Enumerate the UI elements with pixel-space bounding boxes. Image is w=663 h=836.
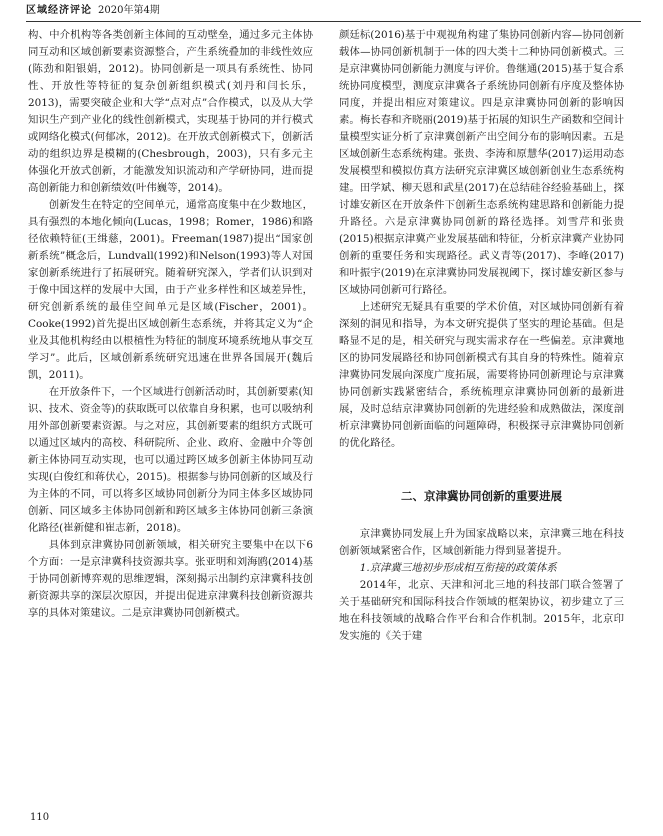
paragraph: 颜廷标(2016)基于中观视角构建了集协同创新内容—协同创新载体—协同创新机制于一体的四大类十二种协同创新模式。三是京津冀协同创新能力测度与评价。鲁继通(2015)基于复合系统协同度模型，测度京津冀各子系统协同创新有序度及整体协同度，并提出相应对策建议。四是京津冀协同创新的影响因素。梅长春和齐晓丽(2019)基于拓展的知识生产函数和空间计量模型实证分析了京津冀创新产出空间分布的影响因素。五是区域创新生态系统构建。张贵、李涛和原慧华(2017)运用动态发展模型和模拟仿真方法研究京津冀区域创新创业生态系统构建。田学斌、柳天恩和武星(2017)在总结硅谷经验基础上，探讨雄安新区在开放条件下创新生态系统构建思路和创新能力提升路径。六是京津冀协同创新的路径选择。刘雪芹和张贵(2015)根据京津冀产业发展基础和特征，分析京津冀产业协同创新的重要任务和实现路径。武义青等(2017)、李峰(2017)和叶振宇(2019)在京津冀协同发展视阈下，探讨雄安新区参与区域协同创新可行路径。 (339, 29, 624, 296)
page-number: 110 (30, 812, 50, 823)
right-column (339, 27, 624, 645)
header-rule (26, 21, 641, 22)
paragraph: 在开放条件下，一个区域进行创新活动时，其创新要素(知识、技术、资金等)的获取既可以依靠自身积累，也可以吸纳利用外部创新要素资源。与之对应，其创新要素的组织方式既可以通过区域内的高校、科研院所、企业、政府、金融中介等创新主体协同互动实现，也可以通过跨区域多创新主体协同互动实现(白俊红和蒋伏心，2015)。根据参与协同创新的区域及行为主体的不同，可以将多区域协同创新分为同主体多区域协同创新、同区域多主体协同创新和跨区域多主体协同创新三条演化路径(崔新健和崔志新，2018)。 (28, 386, 313, 534)
left-column (28, 27, 313, 622)
section-title: 二、京津冀协同创新的重要进展 (401, 489, 562, 503)
paragraph: 具体到京津冀协同创新领域，相关研究主要集中在以下6个方面：一是京津冀科技资源共享。张亚明和刘海鸥(2014)基于协同创新博弈观的思维逻辑，深刻揭示出制约京津冀科技创新资源共享的深层次原因，并提出促进京津冀科技创新资源共享的具体对策建议。二是京津冀协同创新模式。 (28, 539, 313, 619)
paragraph: 2014年，北京、天津和河北三地的科技部门联合签署了关于基础研究和国际科技合作领域的框架协议，初步建立了三地在科技领域的战略合作平台和合作机制。2015年，北京印发实施的《关于建 (339, 579, 624, 642)
subsection-title: 1.京津冀三地初步形成相互衔接的政策体系 (359, 562, 557, 574)
journal-name: 区域经济评论 (26, 5, 92, 16)
section-intro: 京津冀协同发展上升为国家战略以来，京津冀三地在科技创新领域紧密合作，区域创新能力得到显著提升。 (339, 528, 624, 557)
paragraph: 上述研究无疑具有重要的学术价值，对区域协同创新有着深刻的洞见和指导，为本文研究提供了坚实的理论基础。但是略显不足的是，相关研究与现实需求存在一些偏差。京津冀地区的协同发展路径和协同创新模式有其自身的特殊性。随着京津冀协同发展向深度广度拓展，需要将协同创新理论与京津冀协同创新实践紧密结合，系统梳理京津冀协同创新的最新进展，及时总结京津冀协同创新的先进经验和成熟做法，深度剖析京津冀协同创新面临的问题障碍，积极探寻京津冀协同创新的优化路径。 (339, 301, 624, 449)
paragraph: 创新发生在特定的空间单元，通常高度集中在少数地区，具有强烈的本地化倾向(Lucas，1998；Romer，1986)和路径依赖特征(王缉慈，2001)。Freeman(1987)提出“国家创新系统”概念后，Lundvall(1992)和Nelson(1993)等人对国家创新系统进行了拓展研究。随着研究深入，学者们认识到对于像中国这样的发展中大国，由于产业多样性和区域差异性，研究创新系统的最佳空间单元是区域(Fischer，2001)。Cooke(1992)首先提出区域创新生态系统，并将其定义为“企业及其他机构经由以根植性为特征的制度环境系统地从事交互学习”。此后，区域创新系统研究迅速在世界各国展开(魏后凯，2011)。 (28, 199, 313, 381)
paragraph: 构、中介机构等各类创新主体间的互动壁垒，通过多元主体协同互动和区域创新要素资源整合，产生系统叠加的非线性效应(陈劲和阳银娟，2012)。协同创新是一项具有系统性、协同性、开放性等特征的复杂创新组织模式(刘丹和闫长乐，2013)，需要突破企业和大学“点对点”合作模式，以及从大学知识生产到产业化的线性创新模式，实现基于协同的并行模式或网络化模式(何郁冰，2012)。在开放式创新模式下，创新活动的组织边界是模糊的(Chesbrough，2003)，只有多元主体强化开放式创新，才能激发知识流动和产学研协同，进而提高创新能力和创新绩效(叶伟巍等，2014)。 (28, 29, 313, 194)
running-header (26, 4, 160, 18)
issue-label: 2020年第4期 (98, 5, 160, 16)
